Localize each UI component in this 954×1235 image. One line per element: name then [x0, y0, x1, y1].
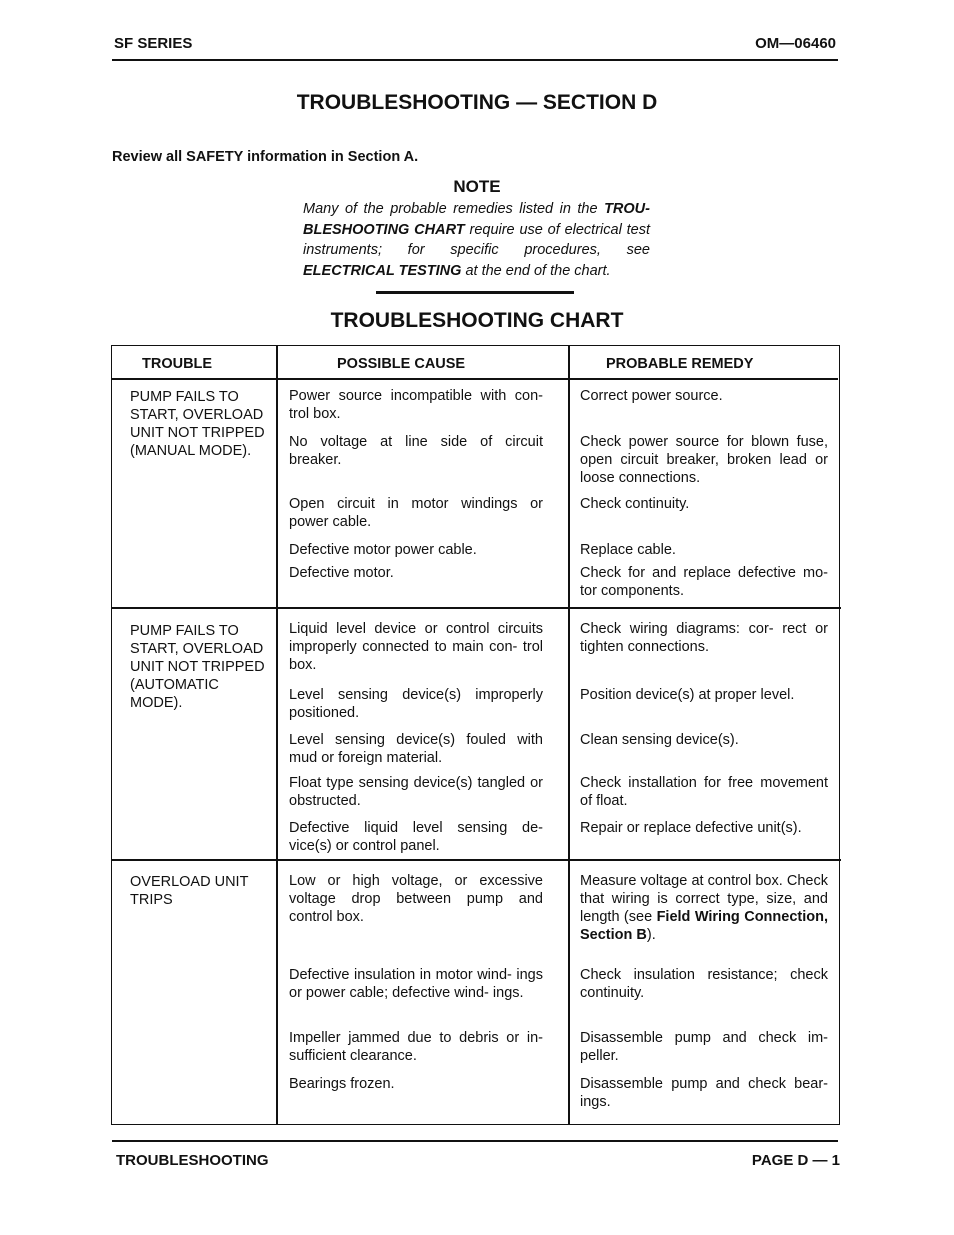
cause-cell: Liquid level device or control circuits improperly connected to main con- trol box.	[289, 621, 543, 673]
divider	[376, 291, 574, 294]
remedy-bold-reference: Field Wiring Connection, Section B	[580, 909, 828, 943]
column-divider	[276, 345, 278, 1125]
section-title: TROUBLESHOOTING — SECTION D	[296, 91, 658, 114]
footer-section: TROUBLESHOOTING	[116, 1152, 269, 1169]
trouble-cell: OVERLOAD UNIT TRIPS	[130, 874, 249, 908]
remedy-text-part: ).	[646, 927, 656, 943]
column-header-trouble: TROUBLE	[142, 356, 213, 372]
cause-cell: Float type sensing device(s) tangled or obstructed.	[289, 775, 543, 809]
trouble-cell: PUMP FAILS TO START, OVERLOAD UNIT NOT TRIPPED (AUTOMATIC MODE).	[130, 623, 265, 711]
remedy-cell: Position device(s) at proper level.	[580, 687, 795, 703]
note-bold-chart: TROU- BLESHOOTING CHART	[303, 201, 650, 238]
cause-cell: Level sensing device(s) fouled with mud or foreign material.	[289, 732, 543, 766]
note-text-part: at the end of the chart.	[461, 262, 611, 279]
cause-cell: Defective liquid level sensing de- vice(s) or control panel.	[289, 820, 543, 854]
cause-cell: Bearings frozen.	[289, 1076, 395, 1092]
chart-title: TROUBLESHOOTING CHART	[330, 309, 624, 332]
remedy-cell: Check for and replace defective mo- tor components.	[580, 565, 828, 599]
remedy-cell	[580, 872, 828, 944]
trouble-cell: PUMP FAILS TO START, OVERLOAD UNIT NOT TRIPPED (MANUAL MODE).	[130, 389, 265, 459]
page-number: PAGE D — 1	[751, 1152, 840, 1169]
note-bold-electrical: ELECTRICAL TESTING	[303, 262, 462, 279]
safety-review-text: Review all SAFETY information in Section A.	[112, 149, 419, 165]
remedy-cell: Check insulation resistance; check continuity.	[580, 967, 828, 1001]
cause-cell: Defective insulation in motor wind- ings or power cable; defective wind- ings.	[289, 967, 543, 1001]
remedy-cell: Correct power source.	[580, 388, 723, 404]
column-header-remedy: PROBABLE REMEDY	[606, 356, 754, 372]
remedy-cell: Check power source for blown fuse, open circuit breaker, broken lead or loose connections.	[580, 434, 828, 486]
group-divider	[111, 607, 841, 609]
note-text-part: require use of electrical test instruments; for specific procedures, see	[303, 221, 650, 258]
document-number: OM—06460	[755, 35, 836, 52]
cause-cell: Level sensing device(s) improperly positioned.	[289, 687, 543, 721]
remedy-text-part: Measure voltage at control box. Check that wiring is correct type, size, and length (see	[580, 873, 828, 925]
remedy-cell: Disassemble pump and check im- peller.	[580, 1030, 828, 1064]
cause-cell: No voltage at line side of circuit breaker.	[289, 434, 543, 468]
header-divider	[111, 378, 838, 380]
page-header	[112, 35, 838, 61]
remedy-cell: Disassemble pump and check bear- ings.	[580, 1076, 828, 1110]
remedy-cell: Repair or replace defective unit(s).	[580, 820, 802, 836]
remedy-cell: Replace cable.	[580, 542, 676, 558]
cause-cell: Impeller jammed due to debris or in- sufficient clearance.	[289, 1030, 543, 1064]
remedy-cell: Clean sensing device(s).	[580, 732, 739, 748]
series-label: SF SERIES	[114, 35, 193, 52]
cause-cell: Defective motor.	[289, 565, 394, 581]
note-text	[303, 199, 650, 281]
group-divider	[111, 859, 841, 861]
remedy-cell: Check installation for free movement of float.	[580, 775, 828, 809]
note-text-part: Many of the probable remedies listed in the	[303, 201, 605, 217]
cause-cell: Defective motor power cable.	[289, 542, 477, 558]
remedy-cell: Check wiring diagrams: cor- rect or tighten connections.	[580, 621, 828, 655]
note-heading: NOTE	[453, 177, 501, 196]
column-header-cause: POSSIBLE CAUSE	[337, 356, 466, 372]
remedy-cell: Check continuity.	[580, 496, 690, 512]
page-footer	[112, 1140, 838, 1172]
column-divider	[568, 345, 570, 1125]
cause-cell: Low or high voltage, or excessive voltage drop between pump and control box.	[289, 873, 543, 925]
cause-cell: Power source incompatible with con- trol box.	[289, 388, 543, 422]
cause-cell: Open circuit in motor windings or power cable.	[289, 496, 543, 530]
